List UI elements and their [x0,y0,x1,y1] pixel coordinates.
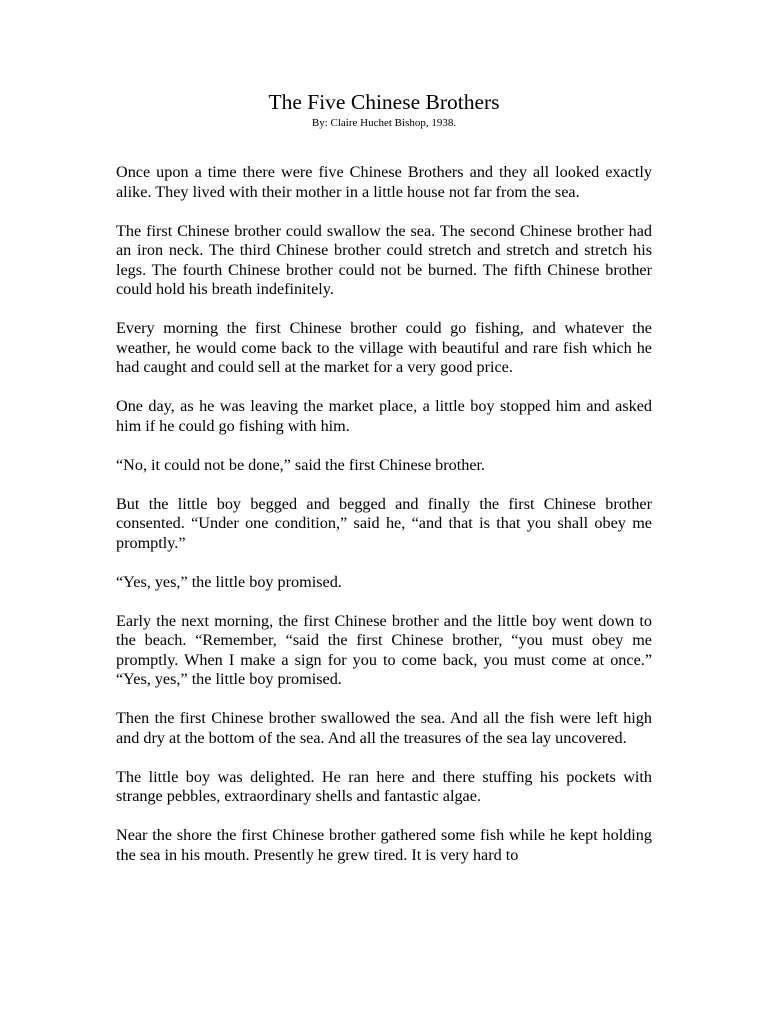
paragraph-10: The little boy was delighted. He ran here and there stuffing his pockets with strange pebbles, extraordinary shells and fantastic algae. [116,767,652,805]
paragraph-7: “Yes, yes,” the little boy promised. [116,572,342,591]
paragraph-8: Early the next morning, the first Chinese brother and the little boy went down to the beach. “Remember, “said the first Chinese brother, “you must obey me promptly. When I make a sign for you to come back, you must come at once.” “Yes, yes,” the little boy promised. [116,611,652,688]
paragraph-3: Every morning the first Chinese brother could go fishing, and whatever the weather, he would come back to the village with beautiful and rare fish which he had caught and could sell at the market for a very good price. [116,319,652,376]
paragraph-2: The first Chinese brother could swallow the sea. The second Chinese brother had an iron neck. The third Chinese brother could stretch and stretch and stretch his legs. The fourth Chinese brother could not be burned. The fifth Chinese brother could hold his breath indefinitely. [116,221,652,298]
paragraph-1: Once upon a time there were five Chinese Brothers and they all looked exactly alike. They lived with their mother in a little house not far from the sea. [116,163,652,201]
paragraph-11: Near the shore the first Chinese brother gathered some fish while he kept holding the sea in his mouth. Presently he grew tired. It is very hard to [116,826,652,864]
paragraph-5: “No, it could not be done,” said the first Chinese brother. [116,455,486,474]
paragraph-4: One day, as he was leaving the market place, a little boy stopped him and asked him if he could go fishing with him. [116,397,652,435]
document-body [116,163,652,885]
document-byline: By: Claire Huchet Bishop, 1938. [311,117,457,129]
document-title: The Five Chinese Brothers [268,90,500,114]
paragraph-6: But the little boy begged and begged and finally the first Chinese brother consented. “Under one condition,” said he, “and that is that you shall obey me promptly.” [116,494,652,552]
paragraph-9: Then the first Chinese brother swallowed the sea. And all the fish were left high and dry at the bottom of the sea. And all the treasures of the sea lay uncovered. [116,709,652,747]
